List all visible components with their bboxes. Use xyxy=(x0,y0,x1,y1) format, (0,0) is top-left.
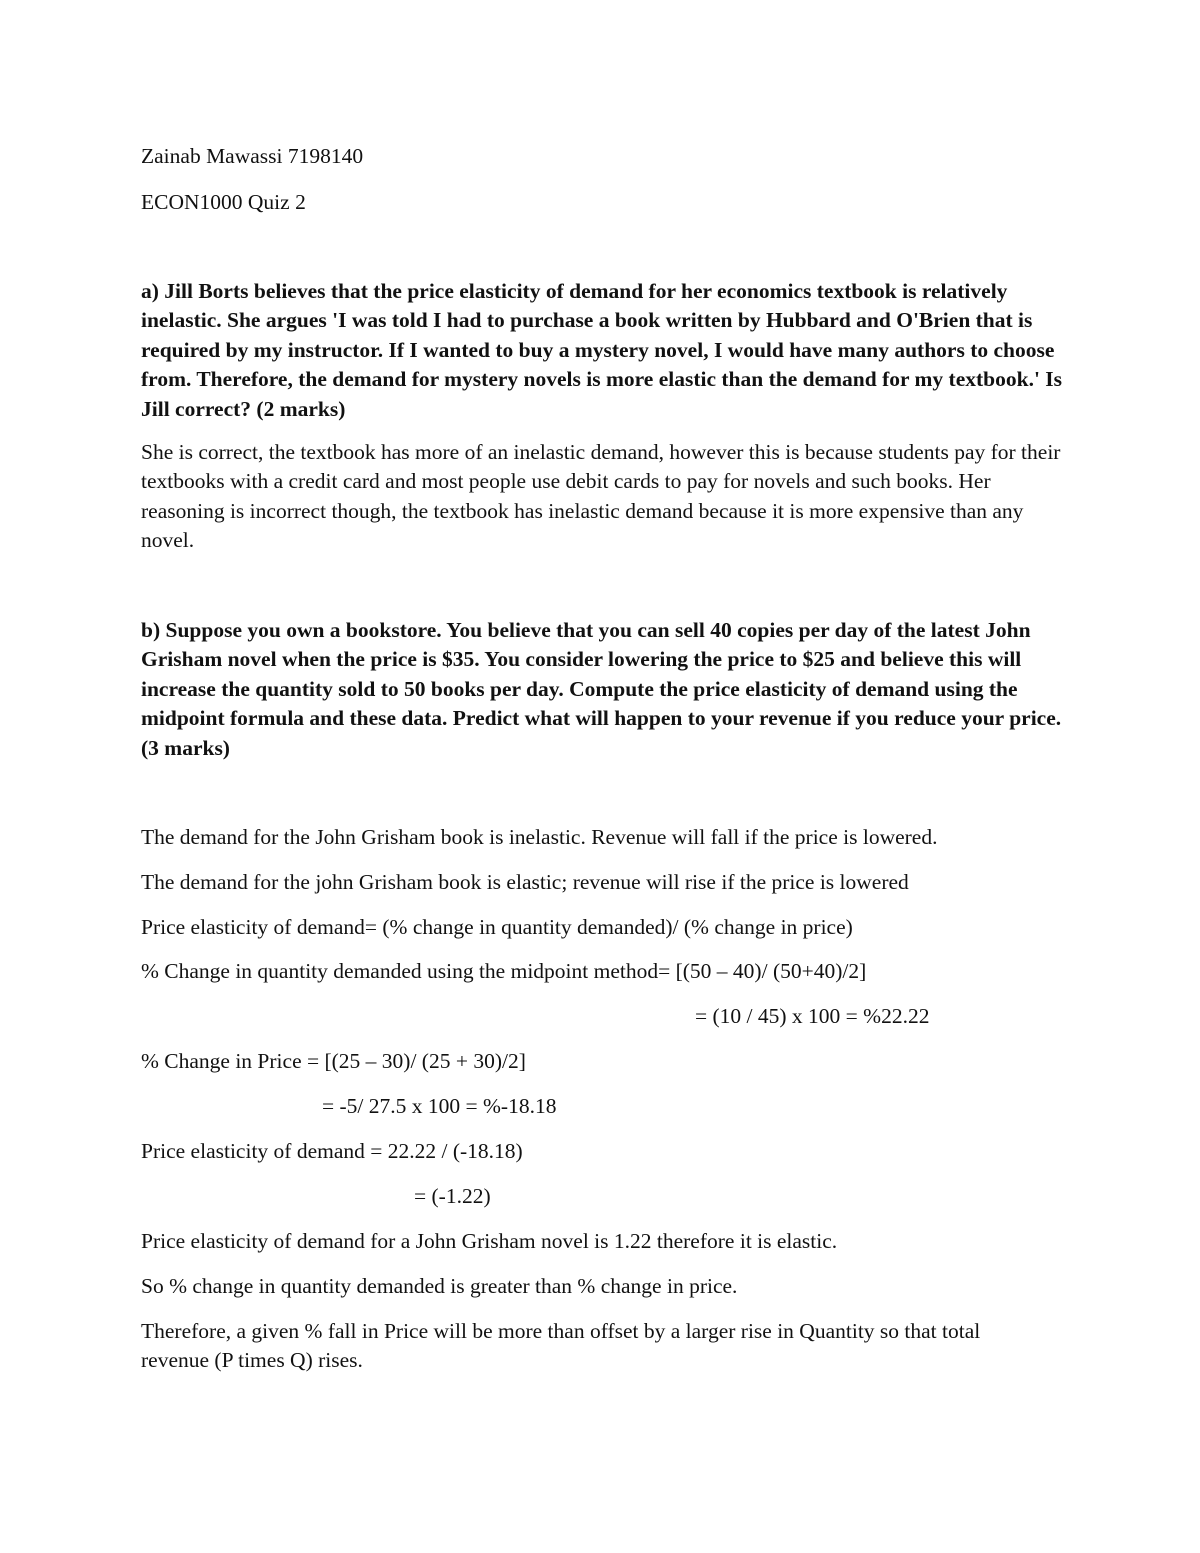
revenue-conclusion-paragraph: Therefore, a given % fall in Price will be more than offset by a larger rise in Quantity so that total revenue (P times Q) rises. xyxy=(141,1319,981,1373)
quantity-vs-price-line: So % change in quantity demanded is greater than % change in price. xyxy=(141,1274,738,1298)
elasticity-conclusion-line: Price elasticity of demand for a John Grisham novel is 1.22 therefore it is elastic. xyxy=(141,1229,838,1253)
elasticity-calc-line: Price elasticity of demand = 22.22 / (-18.18) xyxy=(141,1139,523,1163)
answer-line-elastic: The demand for the john Grisham book is elastic; revenue will rise if the price is lowered xyxy=(141,870,909,894)
quantity-change-result: = (10 / 45) x 100 = %22.22 xyxy=(695,1004,930,1028)
elasticity-result: = (-1.22) xyxy=(414,1184,491,1208)
price-change-result: = -5/ 27.5 x 100 = %-18.18 xyxy=(322,1094,557,1118)
question-b-prompt: b) Suppose you own a bookstore. You believe that you can sell 40 copies per day of the latest John Grisham novel when the price is $35. You consider lowering the price to $25 and believe this will increase the quantity sold to 50 books per day. Compute the price elasticity of demand using the midpoint formula and these data. Predict what will happen to your revenue if you reduce your price. (3 marks) xyxy=(141,618,1062,760)
answer-line-inelastic: The demand for the John Grisham book is inelastic. Revenue will fall if the price is lowered. xyxy=(141,825,938,849)
student-name-line: Zainab Mawassi 7198140 xyxy=(141,144,364,168)
question-a-answer: She is correct, the textbook has more of an inelastic demand, however this is because students pay for their textbooks with a credit card and most people use debit cards to pay for novels and such books. Her reasoning is incorrect though, the textbook has inelastic demand because it is more expensive than any novel. xyxy=(141,440,1061,553)
price-change-line: % Change in Price = [(25 – 30)/ (25 + 30)/2] xyxy=(141,1049,526,1073)
course-title-line: ECON1000 Quiz 2 xyxy=(141,190,306,214)
elasticity-formula-line: Price elasticity of demand= (% change in quantity demanded)/ (% change in price) xyxy=(141,915,853,939)
question-a-prompt: a) Jill Borts believes that the price elasticity of demand for her economics textbook is relatively inelastic. She argues 'I was told I had to purchase a book written by Hubbard and O'Brien that is required by my instructor. If I wanted to buy a mystery novel, I would have many authors to choose from. Therefore, the demand for mystery novels is more elastic than the demand for my textbook.' Is Jill correct? (2 marks) xyxy=(141,279,1063,421)
quantity-change-line: % Change in quantity demanded using the midpoint method= [(50 – 40)/ (50+40)/2] xyxy=(141,959,867,983)
